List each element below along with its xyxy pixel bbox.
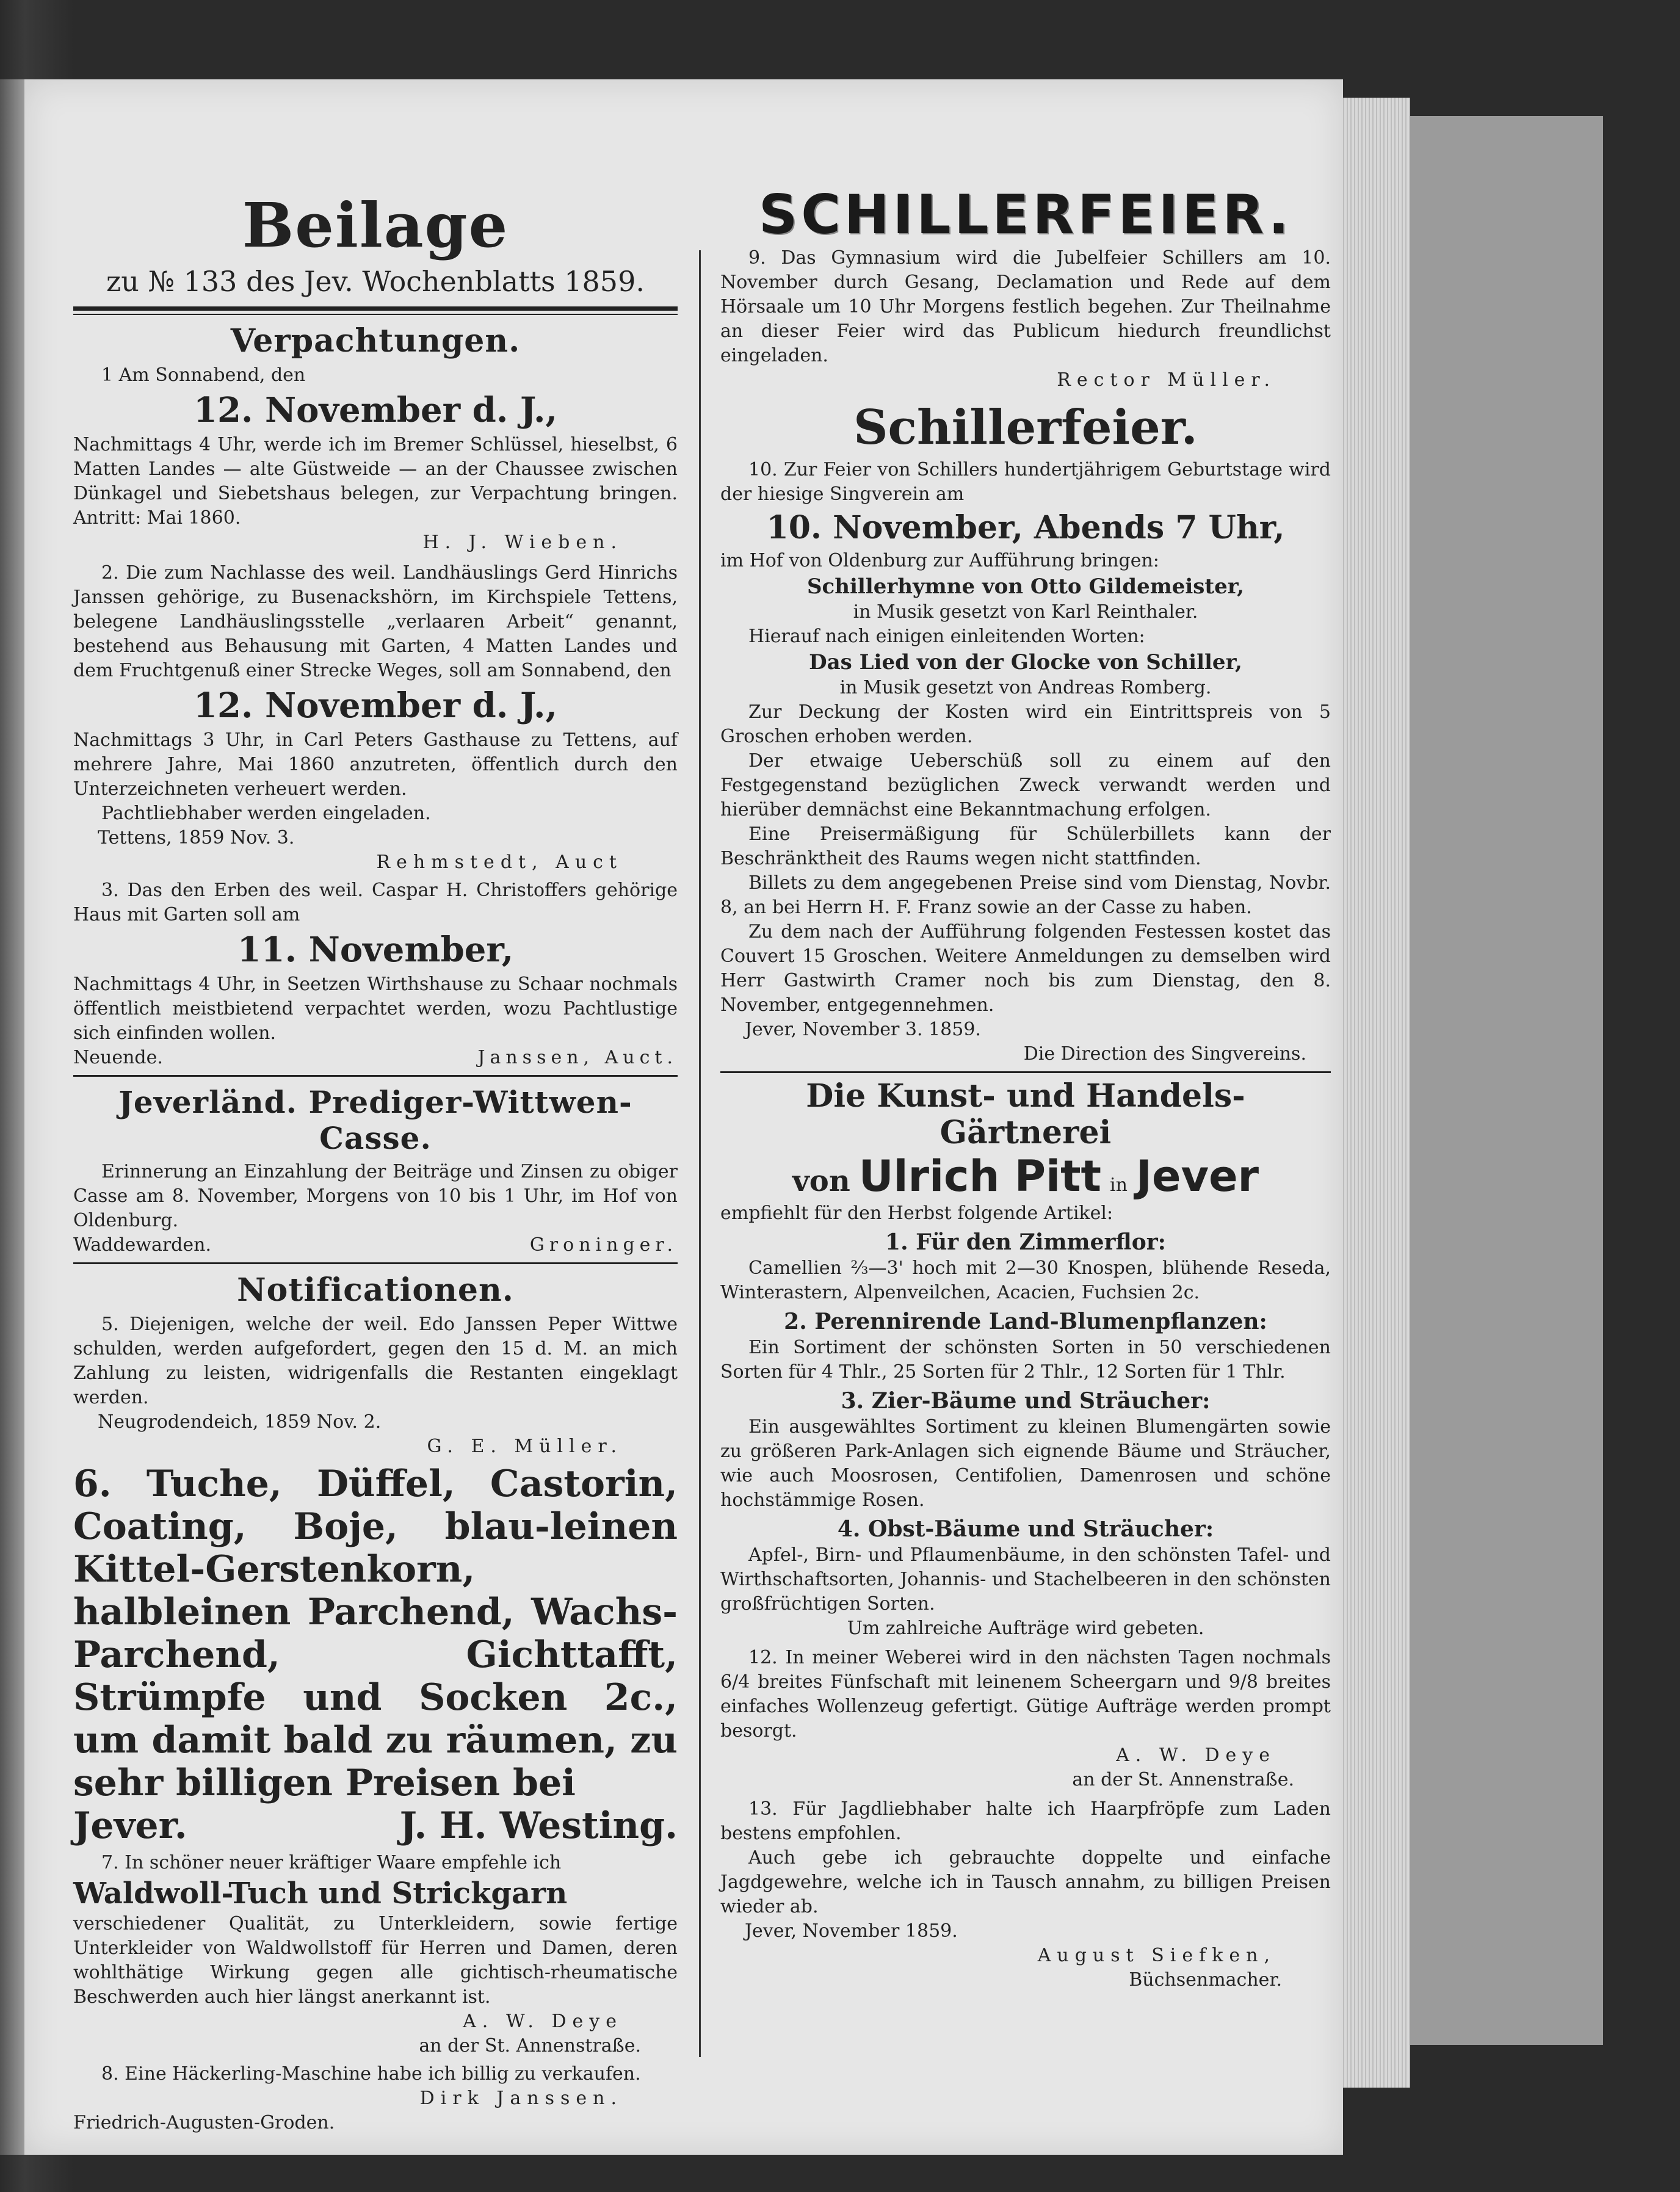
schillerfeier-heading: Schillerfeier. (853, 400, 1198, 455)
ad-10 (720, 458, 1331, 1066)
ad-13 (720, 1797, 1331, 1992)
ad-6-footer (73, 1804, 678, 1847)
ad-1-body: Nachmittags 4 Uhr, werde ich im Bremer Schlüssel, hieselbst, 6 Matten Landes — alte Güstweide — an der Chaussee zwischen Dünkagel und Siebetshaus belegen, zur Verpachtung bringen. Antritt: Mai 1860. (73, 434, 678, 529)
right-column (720, 79, 1331, 1992)
ad-1-lead: 1 Am Sonnabend, den (101, 364, 306, 386)
masthead-title: Beilage (242, 189, 509, 261)
masthead (73, 189, 678, 298)
ad-10-discount: Eine Preisermäßigung für Schülerbillets kann der Beschränktheit des Raums wegen nicht stattfinden. (720, 823, 1331, 869)
ad-10-surplus: Der etwaige Ueberschüß soll zu einem auf den Festgegenstand bezüglichen Zweck verwandt werden und hierüber demnächst eine Bekanntmachung erfolgen. (720, 750, 1331, 820)
divider (73, 1075, 678, 1077)
ad-3-place: Neuende. (73, 1047, 163, 1068)
pitt-section-3-head: 3. Zier-Bäume und Sträucher: (841, 1388, 1211, 1414)
schillerfeier-stamp: SCHILLERFEIER. (758, 183, 1293, 246)
ad-13-place: Jever, November 1859. (745, 1920, 958, 1942)
ad-5-place: Neugrodendeich, 1859 Nov. 2. (98, 1411, 382, 1433)
pitt-section-2-head: 2. Perennirende Land-Blumenpflanzen: (784, 1309, 1267, 1334)
ad-3-body2: Nachmittags 4 Uhr, in Seetzen Wirthshause zu Schaar nochmals öffentlich meistbietend verpachtet werden, wozu Pachtlustige sich einfinden wollen. (73, 974, 678, 1044)
divider (720, 1071, 1331, 1073)
ad-6 (73, 1463, 678, 1847)
ad-9-signature: Rector Müller. (1057, 369, 1276, 391)
pitt-section-3-body: Ein ausgewähltes Sortiment zu kleinen Blumengärten sowie zu größeren Park-Anlagen sich eignende Bäume und Sträucher, wie auch Moosrosen, Centifolien, Damenrosen und schöne hochstämmige Rosen. (720, 1416, 1331, 1511)
left-column (73, 79, 678, 2135)
ad-8 (73, 2062, 678, 2135)
pitt-town: Jever (1135, 1151, 1259, 1201)
ad-2 (73, 561, 678, 875)
ad-7-lead: 7. In schöner neuer kräftiger Waare empfehle ich (101, 1852, 562, 1873)
ad-2-date: 12. November d. J., (194, 685, 557, 726)
ad-7-address: an der St. Annenstraße. (419, 2035, 641, 2056)
ad-10-line1: im Hof von Oldenburg zur Aufführung bringen: (720, 550, 1159, 571)
pitt-closing: Um zahlreiche Aufträge wird gebeten. (847, 1618, 1204, 1639)
ad-1-date: 12. November d. J., (194, 390, 557, 430)
ad-8-place: Friedrich-Augusten-Groden. (73, 2112, 335, 2133)
ad-5-signature: G. E. Müller. (427, 1436, 623, 1457)
ad-10-lead: 10. Zur Feier von Schillers hundertjährigem Geburtstage wird der hiesige Singverein am (720, 459, 1331, 505)
divider (73, 1262, 678, 1264)
section-heading-notificationen: Notificationen. (237, 1271, 514, 1309)
ad-3 (73, 878, 678, 1070)
ad-12-signature: A. W. Deye (1116, 1745, 1276, 1766)
ad-10-tickets: Billets zu dem angegebenen Preise sind vom Dienstag, Novbr. 8, an bei Herrn H. F. Franz sowie an der Casse zu haben. (720, 872, 1331, 918)
pitt-title-1: Die Kunst- und Handels-Gärtnerei (806, 1077, 1245, 1151)
ad-1-signature: H. J. Wieben. (422, 532, 623, 553)
newspaper-page (24, 79, 1343, 2155)
ad-3-signature: Janssen, Auct. (477, 1047, 678, 1068)
pitt-section-4-body: Apfel-, Birn- und Pflaumenbäume, in den schönsten Tafel- und Wirthschaftsorten, Johannis- und Stachelbeeren in den schönsten großfrüchtigen Sorten. (720, 1544, 1331, 1615)
ad-13-signature: August Siefken, (1037, 1945, 1276, 1966)
ad-9-body: 9. Das Gymnasium wird die Jubelfeier Schillers am 10. November durch Gesang, Declamation und Rede auf dem Hörsaale um 10 Uhr Morgens festlich begehen. Zur Theilnahme an dieser Feier wird das Publicum hiedurch freundlichst eingeladen. (720, 247, 1331, 366)
cassa-place: Waddewarden. (73, 1234, 211, 1256)
ad-2-signature: Rehmstedt, Auct (376, 852, 623, 873)
ad-10-entry: Zur Deckung der Kosten wird ein Eintrittspreis von 5 Groschen erhoben werden. (720, 701, 1331, 747)
section-heading-verpachtungen: Verpachtungen. (230, 322, 521, 360)
ad-10-piece2: Das Lied von der Glocke von Schiller, (809, 650, 1242, 675)
cassa-heading: Jeverländ. Prediger-Wittwen-Cassе. (118, 1084, 632, 1156)
ad-3-footer (73, 1046, 678, 1070)
ad-10-piece1-music: in Musik gesetzt von Karl Reinthaler. (853, 601, 1198, 623)
pitt-section-2-body: Ein Sortiment der schönsten Sorten in 50 verschiedenen Sorten für 4 Thlr., 25 Sorten für 2 Thlr., 12 Sorten für 1 Thlr. (720, 1337, 1331, 1383)
pitt-section-1-head: 1. Für den Zimmerflor: (885, 1229, 1166, 1255)
ad-cassa (73, 1084, 678, 1257)
page-edges (1337, 98, 1410, 2088)
ad-2-body2: Nachmittags 3 Uhr, in Carl Peters Gasthause zu Tettens, auf mehrere Jahre, Mai 1860 anzutreten, öffentlich durch den Unterzeichneten verheuert werden. (73, 729, 678, 800)
ad-2-invite: Pachtliebhaber werden eingeladen. (101, 803, 431, 824)
ad-11-pitt (720, 1078, 1331, 1641)
ad-10-signature: Die Direction des Singvereins. (1023, 1043, 1306, 1065)
masthead-rule (73, 306, 678, 315)
ad-10-piece1: Schillerhymne von Otto Gildemeister, (807, 574, 1244, 599)
ad-10-date: 10. November, Abends 7 Uhr, (766, 509, 1285, 546)
pitt-title-2 (720, 1151, 1331, 1201)
ad-10-place: Jever, November 3. 1859. (745, 1019, 981, 1040)
book-cover-edge (1404, 116, 1603, 2045)
ad-13-profession: Büchsenmacher. (1129, 1969, 1282, 1991)
ad-9 (720, 246, 1331, 392)
ad-3-date: 11. November, (237, 930, 514, 970)
ad-2-place: Tettens, 1859 Nov. 3. (98, 827, 295, 848)
ad-10-piece2-music: in Musik gesetzt von Andreas Romberg. (839, 677, 1212, 698)
ad-7-product: Waldwoll-Tuch und Strickgarn (73, 1876, 568, 1911)
ad-7 (73, 1851, 678, 2058)
ad-7-signature: A. W. Deye (463, 2011, 623, 2032)
ad-6-place: Jever. (73, 1804, 187, 1847)
ad-1 (73, 363, 678, 555)
ad-6-body: 6. Tuche, Düffel, Castorin, Coating, Boje, blau-leinen Kittel-Gerstenkorn, halbleinen Parchend, Wachs-Parchend, Gichttafft, Strümpfe und Socken 2c., um damit bald zu räumen, zu sehr billigen Preisen bei (73, 1463, 678, 1804)
column-rule (699, 250, 701, 2057)
ad-10-line2: Hierauf nach einigen einleitenden Worten: (748, 626, 1145, 647)
cassa-signature: Groninger. (529, 1234, 678, 1256)
ad-3-body: 3. Das den Erben des weil. Caspar H. Christoffers gehörige Haus mit Garten soll am (73, 880, 678, 925)
pitt-section-1-body: Camellien ⅔—3' hoch mit 2—30 Knospen, blühende Reseda, Winterastern, Alpenveilchen, Acacien, Fuchsien 2c. (720, 1257, 1331, 1303)
pitt-title-von: von (792, 1164, 850, 1198)
ad-8-body: 8. Eine Häckerling-Maschine habe ich billig zu verkaufen. (101, 2063, 641, 2085)
ad-13-body2: Auch gebe ich gebrauchte doppelte und einfache Jagdgewehre, welche ich in Tausch annahm, zu billigen Preisen wieder ab. (720, 1847, 1331, 1917)
ad-12-address: an der St. Annenstraße. (1072, 1769, 1294, 1790)
ad-7-body: verschiedener Qualität, zu Unterkleidern, sowie fertige Unterkleider von Waldwollstoff für Herren und Damen, deren wohlthätige Wirkung gegen alle gichtisch-rheumatische Beschwerden auch hier längst anerkannt ist. (73, 1913, 678, 2008)
ad-8-signature: Dirk Janssen. (419, 2088, 623, 2109)
cassa-body: Erinnerung an Einzahlung der Beiträge und Zinsen zu obiger Casse am 8. November, Morgens von 10 bis 1 Uhr, im Hof von Oldenburg. (73, 1161, 678, 1231)
pitt-title-in: in (1110, 1174, 1128, 1196)
ad-5 (73, 1312, 678, 1459)
ad-12 (720, 1646, 1331, 1792)
masthead-subtitle: zu № 133 des Jev. Wochenblatts 1859. (106, 265, 645, 298)
ad-12-body: 12. In meiner Weberei wird in den nächsten Tagen nochmals 6/4 breites Fünfschaft mit leinenem Scheergarn und 9/8 breites einfaches Wollenzeug gefertigt. Gütige Aufträge werden prompt besorgt. (720, 1647, 1331, 1742)
ad-13-body: 13. Für Jagdliebhaber halte ich Haarpfröpfe zum Laden bestens empfohlen. (720, 1798, 1331, 1844)
cassa-footer (73, 1233, 678, 1257)
pitt-section-4-head: 4. Obst-Bäume und Sträucher: (837, 1516, 1214, 1542)
ad-5-body: 5. Diejenigen, welche der weil. Edo Janssen Peper Wittwe schulden, werden aufgefordert, gegen den 15 d. M. an mich Zahlung zu leisten, widrigenfalls die Restanten eingeklagt werden. (73, 1314, 678, 1408)
ad-6-signature: J. H. Westing. (399, 1804, 678, 1847)
ad-2-body: 2. Die zum Nachlasse des weil. Landhäuslings Gerd Hinrichs Janssen gehörige, zu Busenackshörn, im Kirchspiele Tettens, belegene Landhäuslingsstelle „verlaaren Arbeit“ genannt, bestehend aus Behausung mit Garten, 4 Matten Landes und dem Fruchtgenuß einer Strecke Weges, soll am Sonnabend, den (73, 562, 678, 681)
pitt-name: Ulrich Pitt (858, 1151, 1101, 1201)
ad-10-dinner: Zu dem nach der Aufführung folgenden Festessen kostet das Couvert 15 Groschen. Weitere Anmeldungen zu demselben wird Herr Gastwirth Cramer noch bis zum Dienstag, den 8. November, entgegennehmen. (720, 921, 1331, 1016)
pitt-intro: empfiehlt für den Herbst folgende Artikel: (720, 1203, 1113, 1224)
